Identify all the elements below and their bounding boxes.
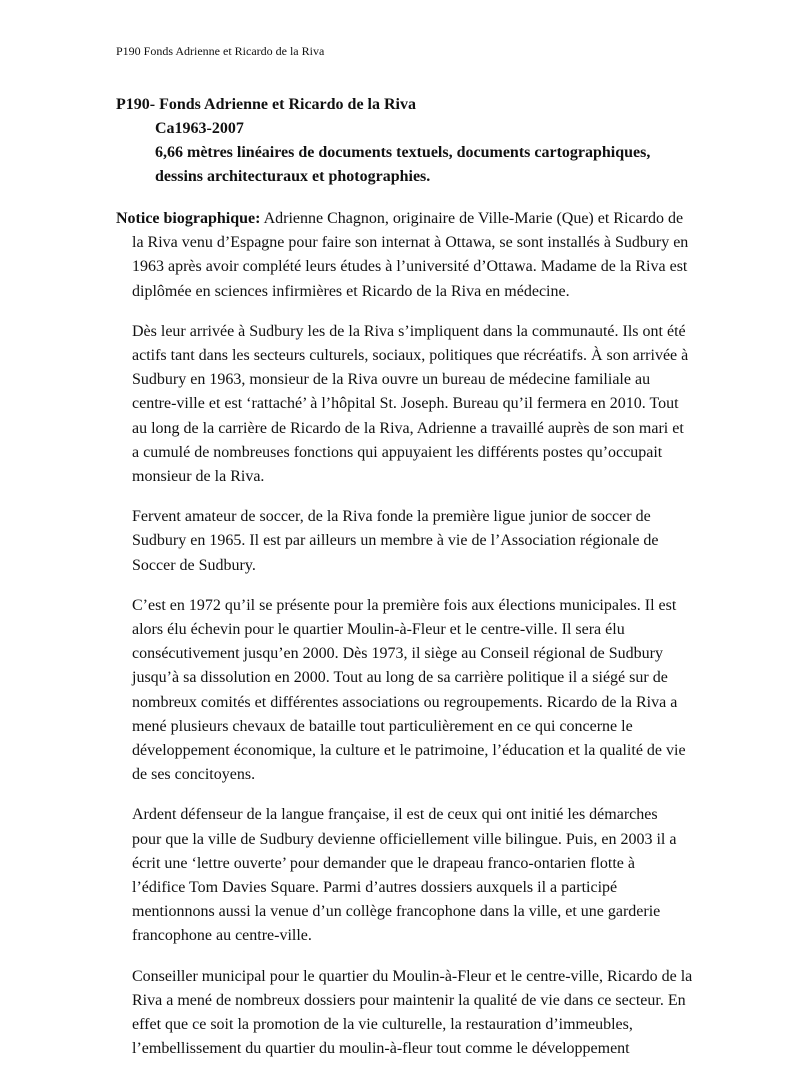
line-text: jusqu’à sa dissolution en 2000. Tout au long de sa carrière politique il a siégé sur de <box>132 669 668 687</box>
fonds-dates: Ca1963-2007 <box>155 120 244 137</box>
text-line <box>132 505 756 529</box>
running-header: P190 Fonds Adrienne et Ricardo de la Riva <box>116 44 325 58</box>
paragraph <box>116 803 756 948</box>
line-text: l’édifice Tom Davies Square. Parmi d’autres dossiers auxquels il a participé <box>132 879 618 897</box>
line-text: francophone au centre-ville. <box>132 927 312 945</box>
text-line <box>132 876 756 900</box>
text-line <box>132 666 756 690</box>
fonds-title-block <box>116 93 650 189</box>
fonds-extent-line: dessins architecturaux et photographies. <box>155 168 431 185</box>
paragraph <box>116 965 756 1062</box>
text-line <box>132 465 756 489</box>
biographical-notice <box>116 207 756 1078</box>
notice-label: Notice biographique: <box>116 210 261 227</box>
paragraph <box>116 505 756 578</box>
text-line <box>132 828 756 852</box>
fonds-extent-line: 6,66 mètres linéaires de documents textuels, documents cartographiques, <box>155 144 651 161</box>
text-line <box>132 763 756 787</box>
line-text: actifs tant dans les secteurs culturels, sociaux, politiques que récréatifs. À son arrivée à <box>132 347 689 365</box>
text-line <box>132 924 756 948</box>
line-text: C’est en 1972 qu’il se présente pour la première fois aux élections municipales. Il est <box>132 596 677 614</box>
fonds-title: P190- Fonds Adrienne et Ricardo de la Riva <box>116 96 416 113</box>
text-line <box>132 852 756 876</box>
line-text: diplômée en sciences infirmières et Ricardo de la Riva en médecine. <box>132 282 570 300</box>
line-text: monsieur de la Riva. <box>132 468 265 486</box>
text-line <box>132 1037 756 1061</box>
text-line <box>132 715 756 739</box>
line-text: Conseiller municipal pour le quartier du Moulin-à-Fleur et le centre-ville, Ricardo de la <box>132 967 693 985</box>
line-text: a cumulé de nombreuses fonctions qui appuyaient les différents postes qu’occupait <box>132 443 663 461</box>
line-text: effet que ce soit la promotion de la vie culturelle, la restauration d’immeubles, <box>132 1016 633 1034</box>
line-text: alors élu échevin pour le quartier Moulin-à-Fleur et le centre-ville. Il sera élu <box>132 621 625 639</box>
text-line <box>132 441 756 465</box>
line-text: écrit une ‘lettre ouverte’ pour demander que le drapeau franco-ontarien flotte à <box>132 854 635 872</box>
line-text: pour que la ville de Sudbury devienne officiellement ville bilingue. Puis, en 2003 il a <box>132 830 677 848</box>
line-text: centre-ville et est ‘rattaché’ à l’hôpital St. Joseph. Bureau qu’il fermera en 2010. Tout <box>132 395 679 413</box>
text-line <box>132 255 756 279</box>
line-text: Fervent amateur de soccer, de la Riva fonde la première ligue junior de soccer de <box>132 508 651 526</box>
line-text: de ses concitoyens. <box>132 766 256 784</box>
line-text: Sudbury en 1965. Il est par ailleurs un membre à vie de l’Association régionale de <box>132 532 659 550</box>
line-text: mené plusieurs chevaux de bataille tout particulièrement en ce qui concerne le <box>132 717 633 735</box>
line-text: l’embellissement du quartier du moulin-à-fleur tout comme le développement <box>132 1040 630 1058</box>
line-text: Riva a mené de nombreux dossiers pour maintenir la qualité de vie dans ce secteur. En <box>132 991 686 1009</box>
line-text: 1963 après avoir complété leurs études à l’université d’Ottawa. Madame de la Riva est <box>132 258 688 276</box>
text-line <box>132 803 756 827</box>
paragraph <box>116 594 756 788</box>
text-line <box>132 1013 756 1037</box>
text-line <box>132 642 756 666</box>
paragraph <box>116 207 756 304</box>
text-line <box>132 231 756 255</box>
line-text: Soccer de Sudbury. <box>132 556 256 574</box>
text-line <box>116 207 756 231</box>
text-line <box>132 989 756 1013</box>
text-line <box>132 368 756 392</box>
text-line <box>132 900 756 924</box>
line-text: consécutivement jusqu’en 2000. Dès 1973, il siège au Conseil régional de Sudbury <box>132 645 664 663</box>
paragraph <box>116 320 756 489</box>
line-text: Adrienne Chagnon, originaire de Ville-Marie (Que) et Ricardo de <box>260 210 684 227</box>
text-line <box>132 529 756 553</box>
text-line <box>132 344 756 368</box>
line-text: mentionnons aussi la venue d’un collège francophone dans la ville, et une garderie <box>132 903 661 921</box>
text-line <box>132 280 756 304</box>
text-line <box>132 618 756 642</box>
line-text: au long de la carrière de Ricardo de la Riva, Adrienne a travaillé auprès de son mari et <box>132 419 684 437</box>
text-line <box>132 392 756 416</box>
text-line <box>132 594 756 618</box>
line-text: la Riva venu d’Espagne pour faire son internat à Ottawa, se sont installés à Sudbury en <box>132 234 689 252</box>
text-line <box>132 739 756 763</box>
line-text: Ardent défenseur de la langue française, il est de ceux qui ont initié les démarches <box>132 806 658 824</box>
text-line <box>132 965 756 989</box>
text-line <box>132 554 756 578</box>
text-line <box>132 417 756 441</box>
text-line <box>132 320 756 344</box>
line-text: développement économique, la culture et le patrimoine, l’éducation et la qualité de vie <box>132 742 686 760</box>
line-text: nombreux comités et différentes associations ou regroupements. Ricardo de la Riva a <box>132 693 678 711</box>
text-line <box>132 691 756 715</box>
line-text: Dès leur arrivée à Sudbury les de la Riva s’impliquent dans la communauté. Ils ont été <box>132 322 686 340</box>
line-text: Sudbury en 1963, monsieur de la Riva ouvre un bureau de médecine familiale au <box>132 371 651 389</box>
